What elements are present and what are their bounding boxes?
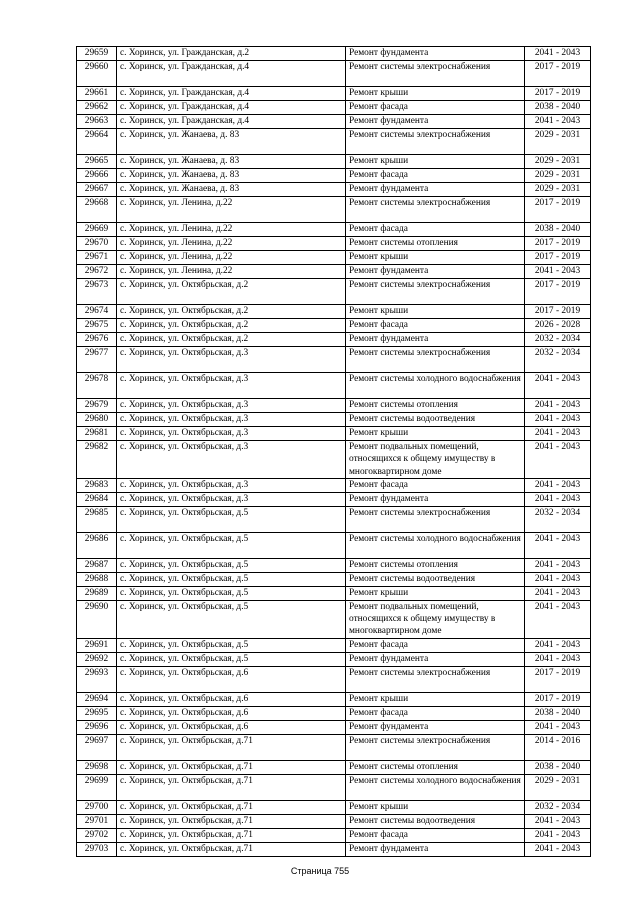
address-cell: с. Хоринск, ул. Гражданская, д.4	[117, 87, 346, 101]
period-cell: 2038 - 2040	[525, 223, 591, 237]
period-cell: 2041 - 2043	[525, 265, 591, 279]
work-type-cell: Ремонт системы электроснабжения	[346, 347, 525, 373]
row-number-cell: 29681	[77, 427, 117, 441]
address-cell: с. Хоринск, ул. Ленина, д.22	[117, 265, 346, 279]
period-cell: 2017 - 2019	[525, 87, 591, 101]
row-number-cell: 29702	[77, 828, 117, 842]
table-row	[77, 692, 591, 706]
work-type-cell: Ремонт системы холодного водоснабжения	[346, 373, 525, 399]
row-number-cell: 29662	[77, 101, 117, 115]
address-cell: с. Хоринск, ул. Октябрьская, д.3	[117, 441, 346, 479]
table-row	[77, 441, 591, 479]
table-row	[77, 251, 591, 265]
work-type-cell: Ремонт системы холодного водоснабжения	[346, 532, 525, 558]
work-type-cell: Ремонт крыши	[346, 305, 525, 319]
work-type-cell: Ремонт крыши	[346, 251, 525, 265]
table-row	[77, 101, 591, 115]
period-cell: 2041 - 2043	[525, 828, 591, 842]
table-row	[77, 652, 591, 666]
row-number-cell: 29691	[77, 638, 117, 652]
row-number-cell: 29672	[77, 265, 117, 279]
period-cell: 2041 - 2043	[525, 814, 591, 828]
work-type-cell: Ремонт системы холодного водоснабжения	[346, 774, 525, 800]
row-number-cell: 29686	[77, 532, 117, 558]
work-type-cell: Ремонт подвальных помещений, относящихся к общему имуществу в многоквартирном доме	[346, 600, 525, 638]
work-type-cell: Ремонт фундамента	[346, 652, 525, 666]
work-type-cell: Ремонт фундамента	[346, 720, 525, 734]
table-row	[77, 305, 591, 319]
row-number-cell: 29677	[77, 347, 117, 373]
address-cell: с. Хоринск, ул. Октябрьская, д.6	[117, 720, 346, 734]
work-type-cell: Ремонт фундамента	[346, 115, 525, 129]
work-type-cell: Ремонт системы электроснабжения	[346, 129, 525, 155]
row-number-cell: 29664	[77, 129, 117, 155]
row-number-cell: 29676	[77, 333, 117, 347]
period-cell: 2038 - 2040	[525, 101, 591, 115]
table-row	[77, 506, 591, 532]
row-number-cell: 29670	[77, 237, 117, 251]
period-cell: 2029 - 2031	[525, 155, 591, 169]
address-cell: с. Хоринск, ул. Октябрьская, д.6	[117, 706, 346, 720]
address-cell: с. Хоринск, ул. Октябрьская, д.71	[117, 734, 346, 760]
work-type-cell: Ремонт системы отопления	[346, 558, 525, 572]
address-cell: с. Хоринск, ул. Октябрьская, д.5	[117, 638, 346, 652]
period-cell: 2038 - 2040	[525, 760, 591, 774]
address-cell: с. Хоринск, ул. Октябрьская, д.2	[117, 279, 346, 305]
row-number-cell: 29683	[77, 478, 117, 492]
row-number-cell: 29668	[77, 197, 117, 223]
row-number-cell: 29703	[77, 842, 117, 856]
period-cell: 2041 - 2043	[525, 373, 591, 399]
row-number-cell: 29696	[77, 720, 117, 734]
table-row	[77, 706, 591, 720]
work-type-cell: Ремонт фасада	[346, 828, 525, 842]
table-row	[77, 399, 591, 413]
table-row	[77, 774, 591, 800]
table-row	[77, 87, 591, 101]
address-cell: с. Хоринск, ул. Октябрьская, д.5	[117, 586, 346, 600]
period-cell: 2017 - 2019	[525, 237, 591, 251]
table-row	[77, 129, 591, 155]
period-cell: 2041 - 2043	[525, 720, 591, 734]
table-row	[77, 558, 591, 572]
row-number-cell: 29700	[77, 800, 117, 814]
row-number-cell: 29697	[77, 734, 117, 760]
work-type-cell: Ремонт фасада	[346, 478, 525, 492]
address-cell: с. Хоринск, ул. Октябрьская, д.71	[117, 774, 346, 800]
work-type-cell: Ремонт фундамента	[346, 47, 525, 61]
address-cell: с. Хоринск, ул. Октябрьская, д.2	[117, 305, 346, 319]
work-type-cell: Ремонт крыши	[346, 800, 525, 814]
table-row	[77, 638, 591, 652]
address-cell: с. Хоринск, ул. Октябрьская, д.3	[117, 492, 346, 506]
table-row	[77, 828, 591, 842]
table-row	[77, 333, 591, 347]
work-type-cell: Ремонт подвальных помещений, относящихся к общему имуществу в многоквартирном доме	[346, 441, 525, 479]
table-row	[77, 47, 591, 61]
row-number-cell: 29685	[77, 506, 117, 532]
row-number-cell: 29675	[77, 319, 117, 333]
row-number-cell: 29669	[77, 223, 117, 237]
work-type-cell: Ремонт системы электроснабжения	[346, 506, 525, 532]
address-cell: с. Хоринск, ул. Октябрьская, д.5	[117, 572, 346, 586]
row-number-cell: 29660	[77, 61, 117, 87]
row-number-cell: 29701	[77, 814, 117, 828]
table-body	[77, 47, 591, 857]
address-cell: с. Хоринск, ул. Октябрьская, д.71	[117, 814, 346, 828]
work-type-cell: Ремонт системы электроснабжения	[346, 279, 525, 305]
row-number-cell: 29689	[77, 586, 117, 600]
table-row	[77, 169, 591, 183]
address-cell: с. Хоринск, ул. Гражданская, д.4	[117, 115, 346, 129]
address-cell: с. Хоринск, ул. Гражданская, д.4	[117, 61, 346, 87]
address-cell: с. Хоринск, ул. Ленина, д.22	[117, 237, 346, 251]
table-row	[77, 800, 591, 814]
work-type-cell: Ремонт фундамента	[346, 183, 525, 197]
table-row	[77, 413, 591, 427]
row-number-cell: 29680	[77, 413, 117, 427]
address-cell: с. Хоринск, ул. Ленина, д.22	[117, 223, 346, 237]
row-number-cell: 29690	[77, 600, 117, 638]
period-cell: 2041 - 2043	[525, 413, 591, 427]
table-row	[77, 347, 591, 373]
table-row	[77, 115, 591, 129]
row-number-cell: 29671	[77, 251, 117, 265]
period-cell: 2017 - 2019	[525, 61, 591, 87]
row-number-cell: 29679	[77, 399, 117, 413]
work-type-cell: Ремонт фасада	[346, 101, 525, 115]
address-cell: с. Хоринск, ул. Ленина, д.22	[117, 251, 346, 265]
period-cell: 2041 - 2043	[525, 47, 591, 61]
work-type-cell: Ремонт фасада	[346, 638, 525, 652]
address-cell: с. Хоринск, ул. Октябрьская, д.5	[117, 600, 346, 638]
period-cell: 2041 - 2043	[525, 441, 591, 479]
period-cell: 2038 - 2040	[525, 706, 591, 720]
address-cell: с. Хоринск, ул. Ленина, д.22	[117, 197, 346, 223]
period-cell: 2017 - 2019	[525, 197, 591, 223]
period-cell: 2041 - 2043	[525, 842, 591, 856]
work-type-cell: Ремонт фасада	[346, 169, 525, 183]
row-number-cell: 29663	[77, 115, 117, 129]
period-cell: 2041 - 2043	[525, 600, 591, 638]
work-type-cell: Ремонт системы отопления	[346, 399, 525, 413]
period-cell: 2017 - 2019	[525, 279, 591, 305]
period-cell: 2032 - 2034	[525, 347, 591, 373]
table-row	[77, 814, 591, 828]
address-cell: с. Хоринск, ул. Октябрьская, д.6	[117, 692, 346, 706]
row-number-cell: 29674	[77, 305, 117, 319]
work-type-cell: Ремонт системы водоотведения	[346, 413, 525, 427]
table-row	[77, 760, 591, 774]
row-number-cell: 29688	[77, 572, 117, 586]
period-cell: 2041 - 2043	[525, 492, 591, 506]
row-number-cell: 29687	[77, 558, 117, 572]
work-type-cell: Ремонт фундамента	[346, 333, 525, 347]
table-row	[77, 666, 591, 692]
work-type-cell: Ремонт фундамента	[346, 842, 525, 856]
period-cell: 2026 - 2028	[525, 319, 591, 333]
table-row	[77, 319, 591, 333]
period-cell: 2014 - 2016	[525, 734, 591, 760]
work-type-cell: Ремонт системы электроснабжения	[346, 734, 525, 760]
period-cell: 2032 - 2034	[525, 506, 591, 532]
row-number-cell: 29699	[77, 774, 117, 800]
period-cell: 2029 - 2031	[525, 183, 591, 197]
period-cell: 2041 - 2043	[525, 572, 591, 586]
table-row	[77, 223, 591, 237]
work-type-cell: Ремонт фасада	[346, 223, 525, 237]
period-cell: 2017 - 2019	[525, 251, 591, 265]
address-cell: с. Хоринск, ул. Жанаева, д. 83	[117, 169, 346, 183]
period-cell: 2017 - 2019	[525, 692, 591, 706]
period-cell: 2032 - 2034	[525, 800, 591, 814]
period-cell: 2041 - 2043	[525, 586, 591, 600]
work-type-cell: Ремонт системы отопления	[346, 760, 525, 774]
table-row	[77, 197, 591, 223]
work-type-cell: Ремонт крыши	[346, 692, 525, 706]
row-number-cell: 29693	[77, 666, 117, 692]
address-cell: с. Хоринск, ул. Октябрьская, д.3	[117, 413, 346, 427]
address-cell: с. Хоринск, ул. Октябрьская, д.2	[117, 333, 346, 347]
row-number-cell: 29682	[77, 441, 117, 479]
address-cell: с. Хоринск, ул. Октябрьская, д.71	[117, 760, 346, 774]
row-number-cell: 29684	[77, 492, 117, 506]
period-cell: 2041 - 2043	[525, 638, 591, 652]
row-number-cell: 29661	[77, 87, 117, 101]
period-cell: 2041 - 2043	[525, 427, 591, 441]
period-cell: 2032 - 2034	[525, 333, 591, 347]
period-cell: 2041 - 2043	[525, 478, 591, 492]
period-cell: 2041 - 2043	[525, 399, 591, 413]
address-cell: с. Хоринск, ул. Октябрьская, д.6	[117, 666, 346, 692]
work-type-cell: Ремонт фасада	[346, 319, 525, 333]
row-number-cell: 29659	[77, 47, 117, 61]
period-cell: 2017 - 2019	[525, 305, 591, 319]
table-row	[77, 734, 591, 760]
address-cell: с. Хоринск, ул. Октябрьская, д.5	[117, 558, 346, 572]
work-type-cell: Ремонт системы электроснабжения	[346, 666, 525, 692]
address-cell: с. Хоринск, ул. Октябрьская, д.3	[117, 399, 346, 413]
table-row	[77, 720, 591, 734]
address-cell: с. Хоринск, ул. Октябрьская, д.3	[117, 373, 346, 399]
work-type-cell: Ремонт фундамента	[346, 492, 525, 506]
table-row	[77, 373, 591, 399]
period-cell: 2041 - 2043	[525, 115, 591, 129]
address-cell: с. Хоринск, ул. Жанаева, д. 83	[117, 183, 346, 197]
repair-schedule-table	[76, 46, 591, 857]
table-row	[77, 600, 591, 638]
table-row	[77, 265, 591, 279]
table-row	[77, 237, 591, 251]
address-cell: с. Хоринск, ул. Октябрьская, д.71	[117, 828, 346, 842]
address-cell: с. Хоринск, ул. Жанаева, д. 83	[117, 155, 346, 169]
work-type-cell: Ремонт системы водоотведения	[346, 572, 525, 586]
table-row	[77, 183, 591, 197]
row-number-cell: 29694	[77, 692, 117, 706]
period-cell: 2041 - 2043	[525, 652, 591, 666]
work-type-cell: Ремонт системы водоотведения	[346, 814, 525, 828]
address-cell: с. Хоринск, ул. Октябрьская, д.3	[117, 347, 346, 373]
period-cell: 2041 - 2043	[525, 532, 591, 558]
work-type-cell: Ремонт системы отопления	[346, 237, 525, 251]
address-cell: с. Хоринск, ул. Жанаева, д. 83	[117, 129, 346, 155]
row-number-cell: 29673	[77, 279, 117, 305]
row-number-cell: 29695	[77, 706, 117, 720]
row-number-cell: 29667	[77, 183, 117, 197]
table-row	[77, 478, 591, 492]
period-cell: 2029 - 2031	[525, 129, 591, 155]
row-number-cell: 29666	[77, 169, 117, 183]
work-type-cell: Ремонт фасада	[346, 706, 525, 720]
table-row	[77, 427, 591, 441]
table-row	[77, 842, 591, 856]
work-type-cell: Ремонт крыши	[346, 586, 525, 600]
period-cell: 2017 - 2019	[525, 666, 591, 692]
row-number-cell: 29698	[77, 760, 117, 774]
work-type-cell: Ремонт крыши	[346, 155, 525, 169]
table-row	[77, 492, 591, 506]
table-row	[77, 532, 591, 558]
table-row	[77, 61, 591, 87]
work-type-cell: Ремонт системы электроснабжения	[346, 197, 525, 223]
work-type-cell: Ремонт фундамента	[346, 265, 525, 279]
address-cell: с. Хоринск, ул. Октябрьская, д.2	[117, 319, 346, 333]
address-cell: с. Хоринск, ул. Октябрьская, д.71	[117, 842, 346, 856]
address-cell: с. Хоринск, ул. Октябрьская, д.71	[117, 800, 346, 814]
address-cell: с. Хоринск, ул. Октябрьская, д.3	[117, 427, 346, 441]
address-cell: с. Хоринск, ул. Октябрьская, д.5	[117, 652, 346, 666]
period-cell: 2041 - 2043	[525, 558, 591, 572]
period-cell: 2029 - 2031	[525, 774, 591, 800]
address-cell: с. Хоринск, ул. Октябрьская, д.5	[117, 532, 346, 558]
page-number: Страница 755	[290, 866, 350, 876]
table-row	[77, 572, 591, 586]
row-number-cell: 29692	[77, 652, 117, 666]
table-row	[77, 155, 591, 169]
address-cell: с. Хоринск, ул. Гражданская, д.2	[117, 47, 346, 61]
period-cell: 2029 - 2031	[525, 169, 591, 183]
address-cell: с. Хоринск, ул. Октябрьская, д.3	[117, 478, 346, 492]
address-cell: с. Хоринск, ул. Октябрьская, д.5	[117, 506, 346, 532]
work-type-cell: Ремонт крыши	[346, 87, 525, 101]
row-number-cell: 29665	[77, 155, 117, 169]
work-type-cell: Ремонт крыши	[346, 427, 525, 441]
table-row	[77, 279, 591, 305]
table-row	[77, 586, 591, 600]
row-number-cell: 29678	[77, 373, 117, 399]
work-type-cell: Ремонт системы электроснабжения	[346, 61, 525, 87]
address-cell: с. Хоринск, ул. Гражданская, д.4	[117, 101, 346, 115]
